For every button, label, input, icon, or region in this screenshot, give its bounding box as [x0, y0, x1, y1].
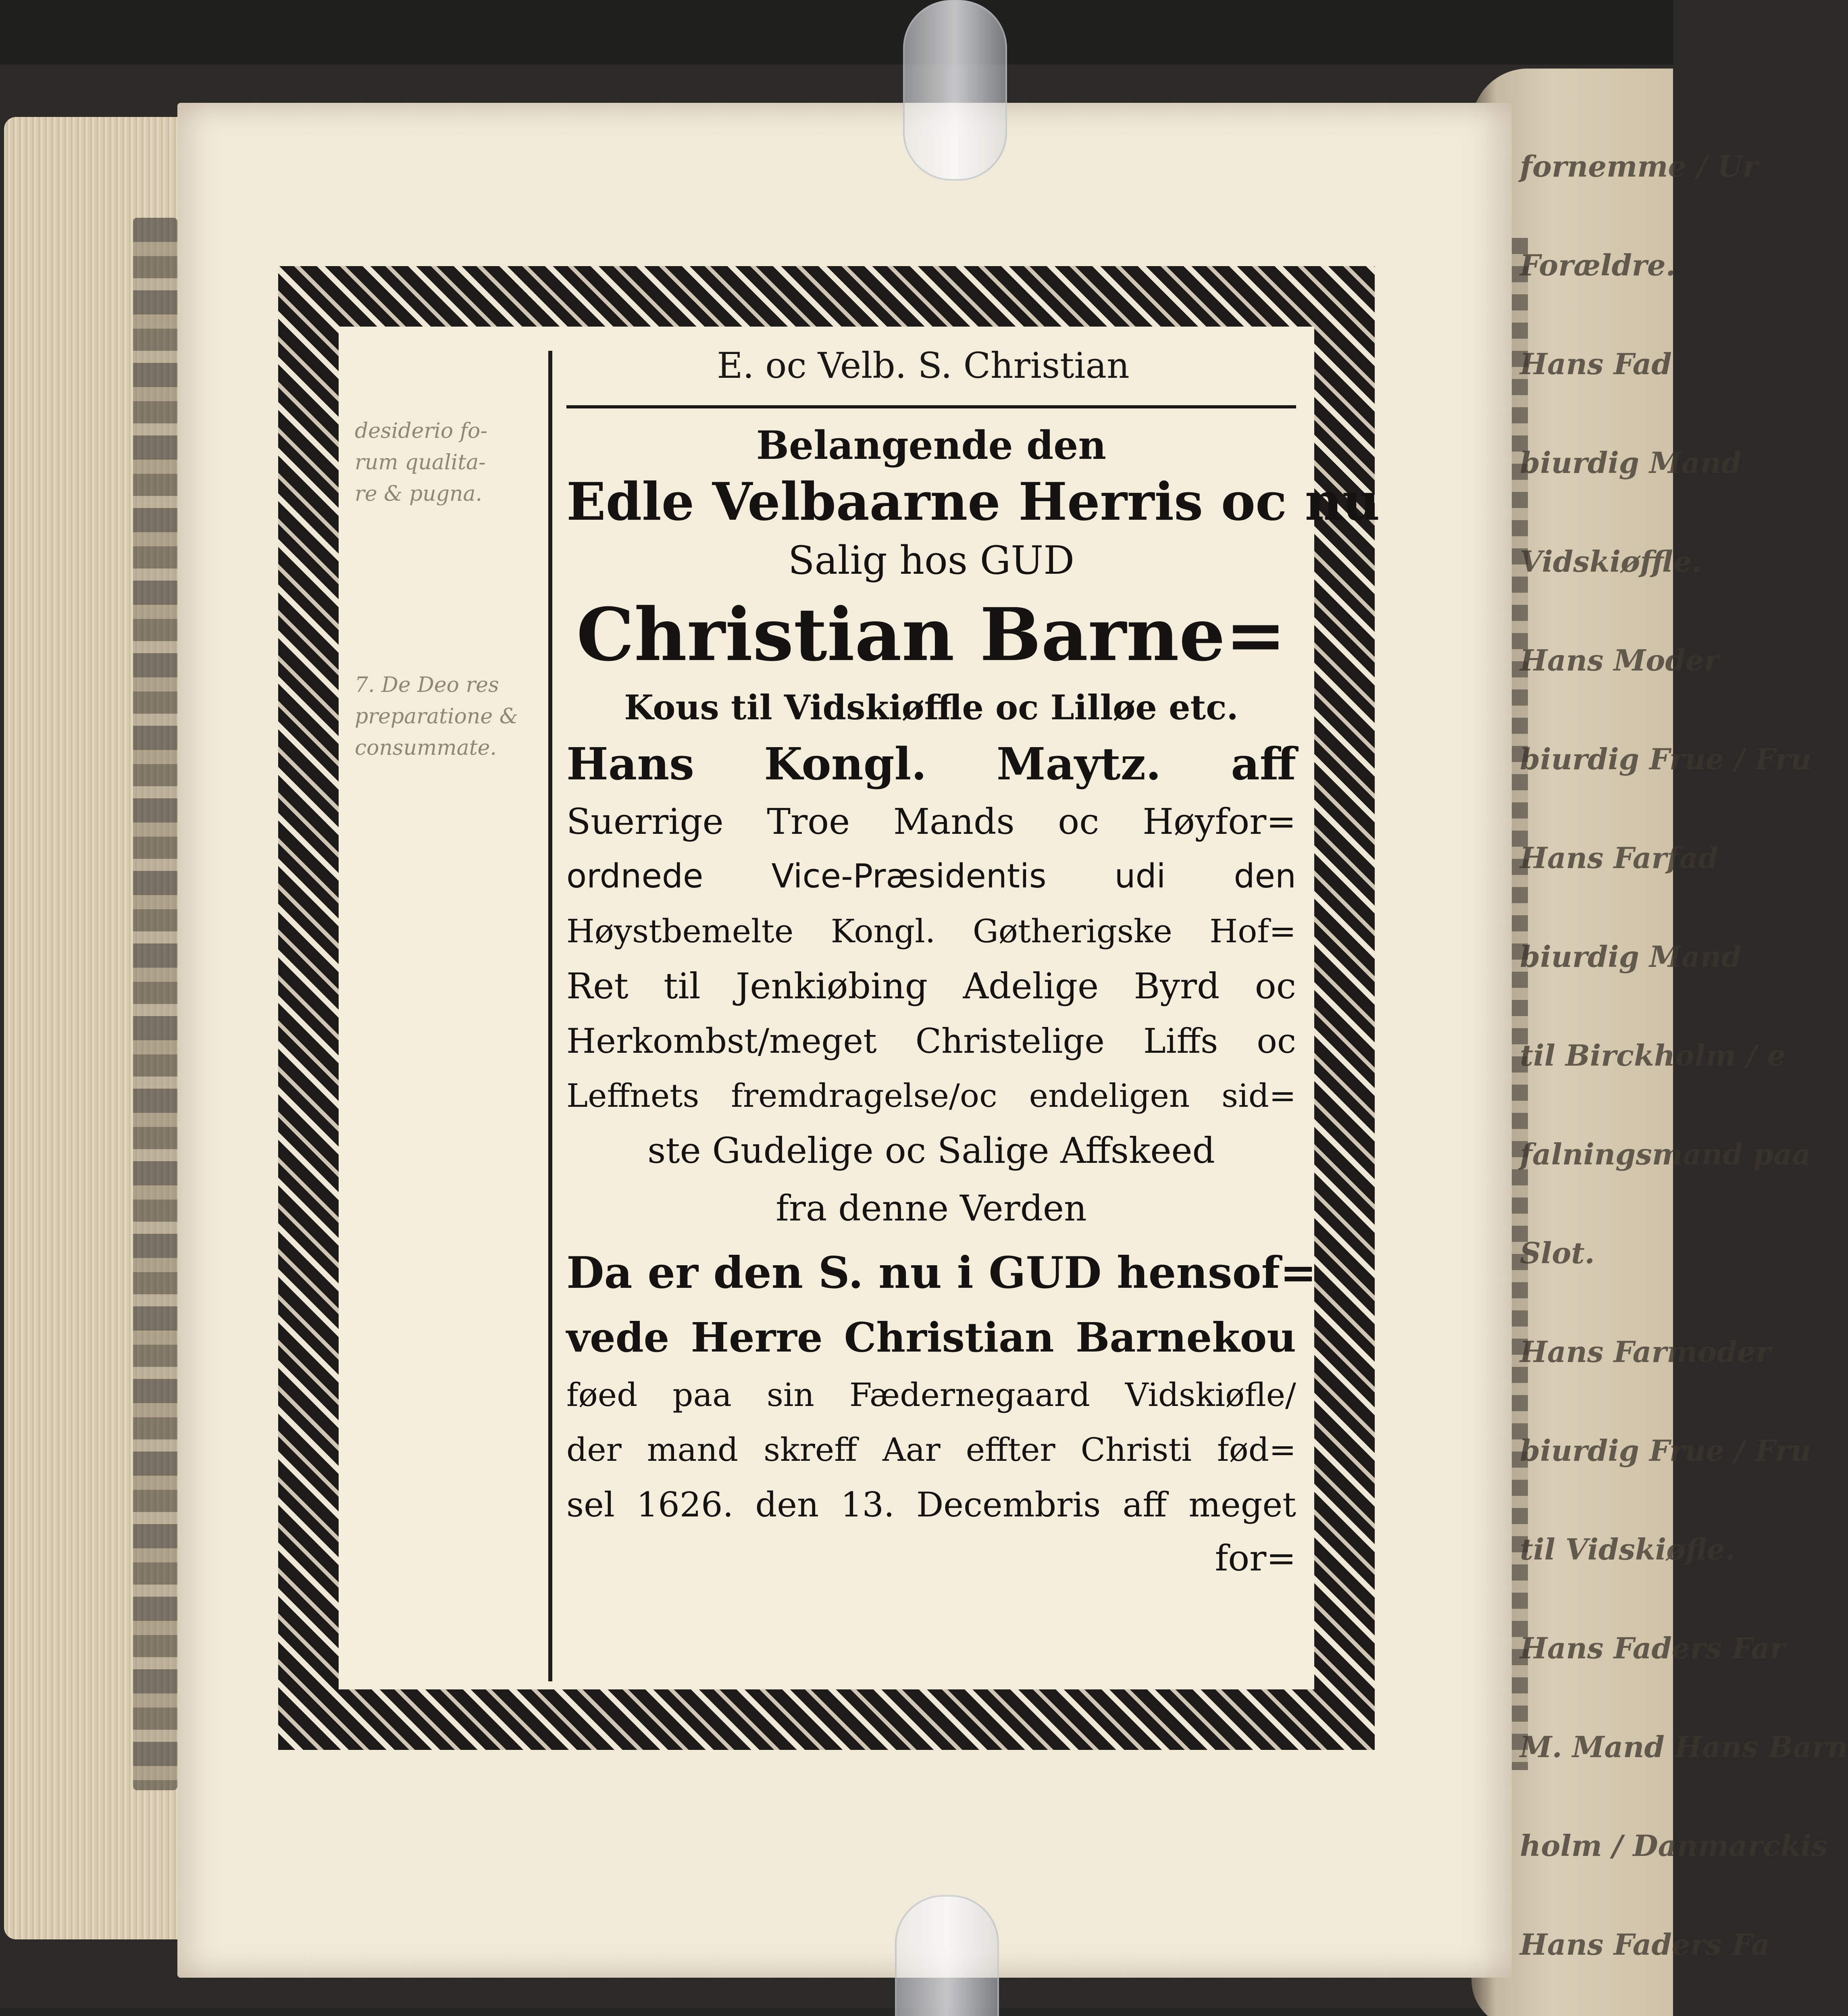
main-text: [566, 415, 1380, 1585]
text-line: Høystbemelte Kongl. Gøtherigske Hof=: [566, 912, 1296, 950]
facing-line: til Birckholm / e: [1520, 1038, 1786, 1073]
facing-page-text: [1520, 149, 1848, 2016]
text-line: ste Gudelige oc Salige Affskeed: [647, 1130, 1215, 1171]
text-line: Suerrige Troe Mands oc Høyfor=: [566, 801, 1296, 842]
head-rule: [566, 405, 1296, 408]
facing-line: Vidskiøffle.: [1520, 544, 1702, 579]
scan-background-bottom: [0, 2008, 1673, 2016]
facing-line: M. Mand Hans Barn: [1520, 1730, 1848, 1764]
facing-line: Hans Faders Far: [1520, 1631, 1785, 1665]
text-line: fra denne Verden: [776, 1187, 1087, 1229]
page-clip-bottom: [895, 1895, 999, 2016]
text-line: Christian Barne=: [576, 592, 1286, 677]
facing-line: falningsmand paa: [1520, 1137, 1811, 1171]
ghost-marginal-note-2: 7. De Deo res preparatione & consummate.: [355, 673, 518, 760]
facing-line: Hans Moder: [1520, 643, 1719, 677]
text-line: der mand skreff Aar effter Christi fød=: [566, 1431, 1296, 1468]
margin-rule: [548, 351, 552, 1681]
facing-line: biurdig Mand: [1520, 446, 1742, 480]
facing-line: Hans Farmoder: [1520, 1335, 1771, 1369]
text-line: føed paa sin Fædernegaard Vidskiøfle/: [566, 1376, 1296, 1414]
scan-background-top: [0, 0, 1673, 65]
ghost-marginal-note-1: desiderio fo- rum qualita- re & pugna.: [355, 419, 487, 506]
text-line: Leffnets fremdragelse/oc endeligen sid=: [566, 1077, 1296, 1114]
facing-line: Forældre.: [1520, 248, 1676, 282]
text-line: Belangende den: [756, 423, 1107, 468]
page-clip-top: [903, 0, 1007, 181]
facing-line: holm / Danmarckis: [1520, 1829, 1828, 1863]
text-line: Hans Kongl. Maytz. aff: [566, 738, 1296, 790]
facing-line: biurdig Mand: [1520, 939, 1742, 974]
facing-line: [1520, 1994, 1689, 2016]
text-line: Herkombst/meget Christelige Liffs oc: [566, 1021, 1296, 1061]
text-line: vede Herre Christian Barnekou: [566, 1314, 1296, 1361]
facing-line: Slot.: [1520, 1236, 1595, 1270]
facing-line: biurdig Frue / Fru: [1520, 1433, 1812, 1468]
text-line: sel 1626. den 13. Decembris aff meget: [566, 1485, 1296, 1524]
left-page-border-bleed: [133, 218, 177, 1790]
facing-line: Hans Fad: [1520, 347, 1672, 381]
facing-line: Hans Farfad: [1520, 841, 1719, 875]
running-head: E. oc Velb. S. Christian: [717, 345, 1130, 386]
text-line: Da er den S. nu i GUD hensof=: [566, 1248, 1317, 1298]
text-line: Salig hos GUD: [788, 538, 1075, 583]
text-line: Ret til Jenkiøbing Adelige Byrd oc: [566, 965, 1296, 1007]
facing-line: biurdig Frue / Fru: [1520, 742, 1812, 776]
facing-line: til Vidskiøfle.: [1520, 1532, 1736, 1566]
facing-line: Hans Faders Fa: [1520, 1927, 1770, 1962]
text-line: ordnede Vice-Præsidentis udi den: [566, 857, 1296, 896]
text-line: Edle Velbaarne Herris oc nu: [566, 472, 1380, 532]
catchword: for=: [1215, 1537, 1296, 1579]
text-line: Kous til Vidskiøffle oc Lilløe etc.: [624, 687, 1238, 727]
facing-line: fornemme / Ur: [1520, 149, 1758, 183]
